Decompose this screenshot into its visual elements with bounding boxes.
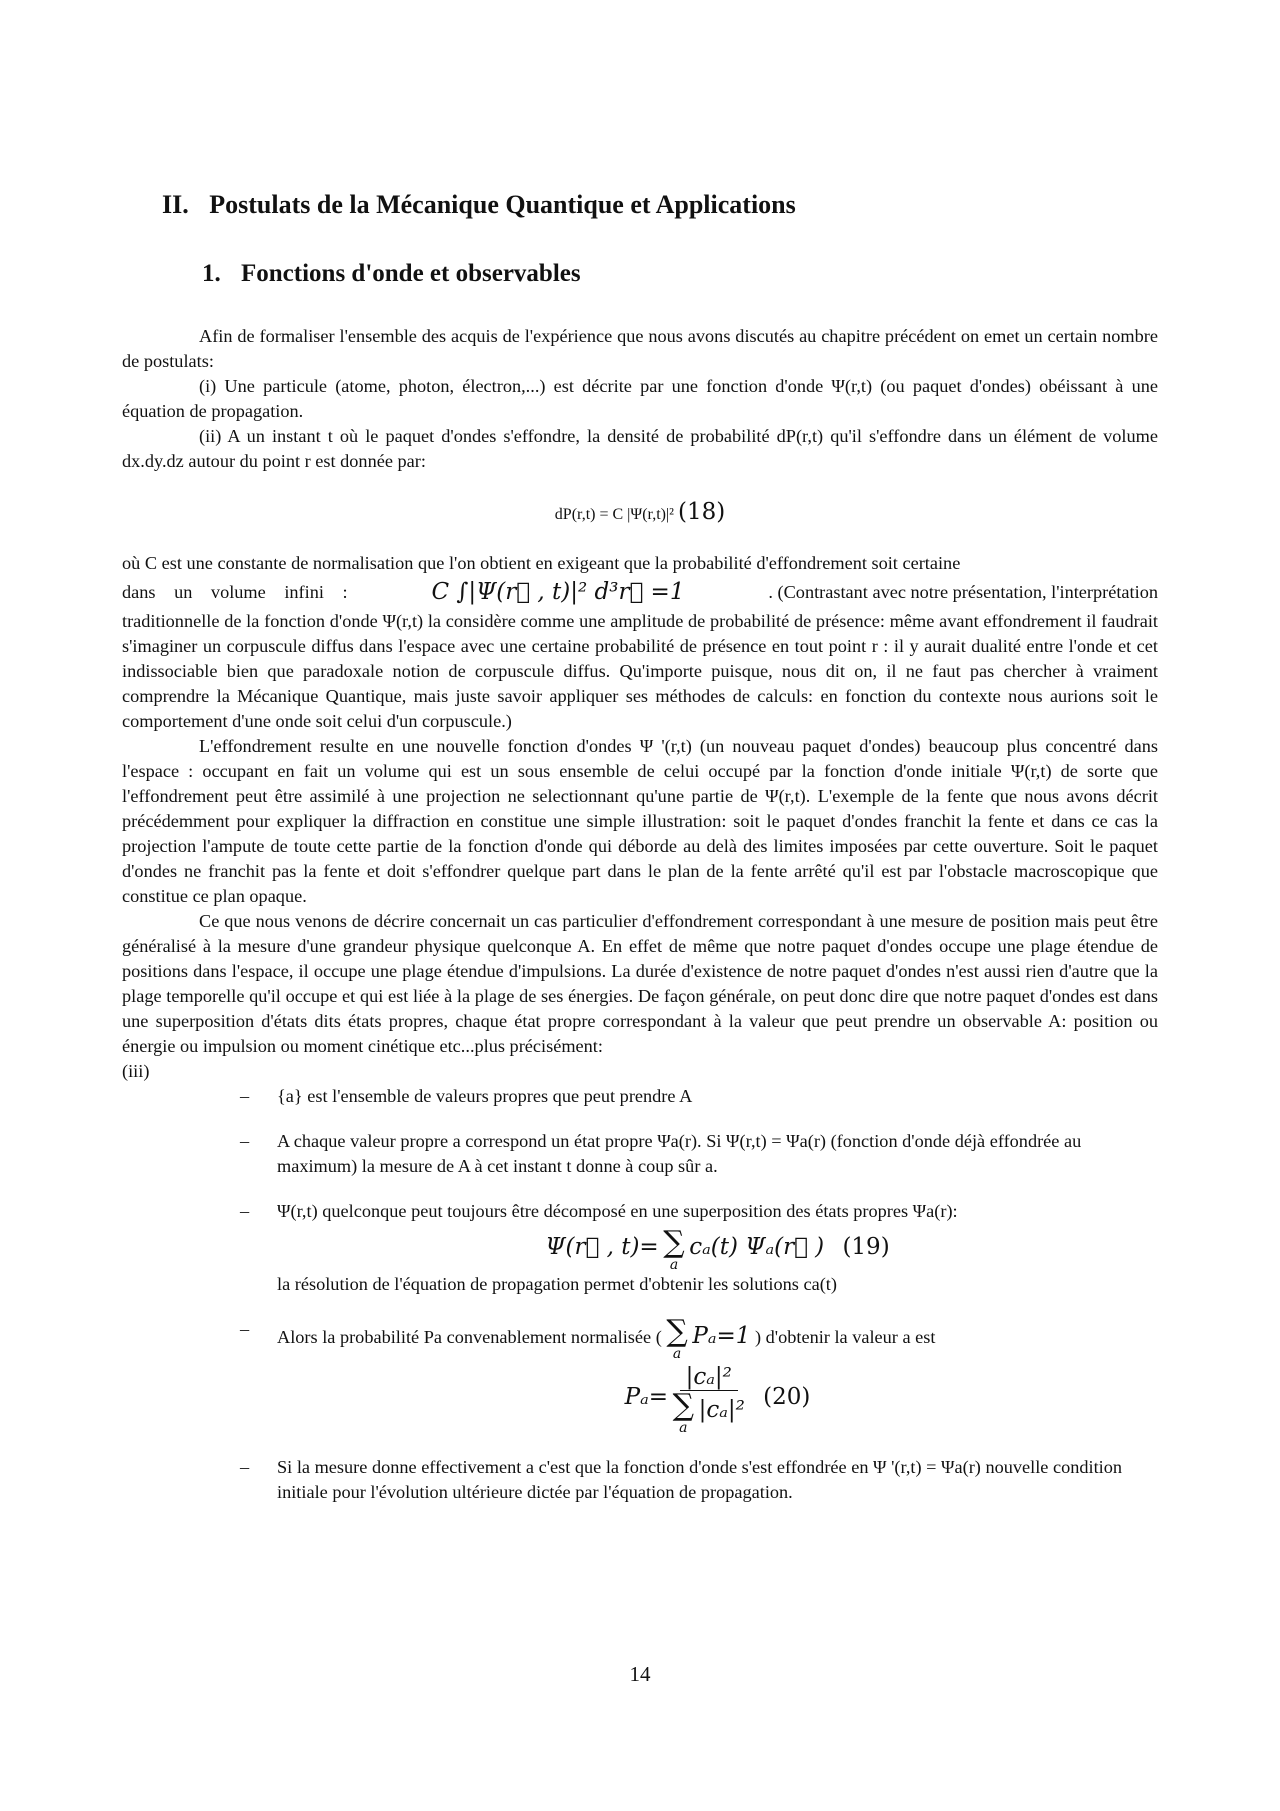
interpretation-paragraph: traditionnelle de la fonction d'onde Ψ(r,t) la considère comme une amplitude de probabilité de présence: même avant effondrement il faudrait s'imaginer un corpuscule diffus dans l'espace avec une certaine probabilité de présence en tout point r : il y aurait dualité entre l'onde et cet indissociable bien que paradoxale notion de corpuscule diffus. Qu'importe puisque, nous dit on, il ne faut pas chercher à vraiment comprendre la Mécanique Quantique, mais juste savoir appliquer ses méthodes de calculs: en fonction du contexte nous aurions soit le comportement d'une onde soit celui d'un corpuscule.) [122,611,1158,731]
sum-index: a [679,1420,688,1436]
equation-19-lhs: Ψ(r⃗ , t)= [545,1234,659,1261]
section-title: Postulats de la Mécanique Quantique et Applications [209,190,796,219]
fraction-denominator [672,1388,745,1436]
bullet-subtext: la résolution de l'équation de propagation permet d'obtenir les solutions ca(t) [277,1274,837,1294]
dash-bullet: – [240,1457,250,1477]
postulate-i: (i) Une particule (atome, photon, électron,...) est décrite par une fonction d'onde Ψ(r,t) (ou paquet d'ondes) obéissant à une équation de propagation. [122,376,1158,421]
list-item [122,1129,1158,1179]
list-item [122,1199,1158,1297]
postulate-ii: (ii) A un instant t où le paquet d'ondes s'effondre, la densité de probabilité dP(r,t) qu'il s'effondre dans un élément de volume dx.dy.dz autour du point r est donnée par: [122,426,1158,471]
sum-symbol [666,1314,688,1362]
denominator-term: |cₐ|² [698,1397,745,1424]
body-text [122,324,1158,1505]
fraction [673,1365,745,1435]
bullet-text-start: Alors la probabilité Pa convenablement normalisée ( [277,1327,662,1348]
dash-bullet: – [240,1201,250,1221]
normalization-sum: Pₐ=1 [692,1323,751,1350]
equation-19-rhs: cₐ(t) Ψₐ(r⃗ ) [689,1234,825,1261]
sigma-icon: ∑ [663,1225,685,1260]
volume-label: dans un volume infini : [122,582,348,602]
normalization-equation: C ∫|Ψ(r⃗ , t)|² d³r⃗ =1 [431,579,685,605]
after-eq18-text: où C est une constante de normalisation que l'on obtient en exigeant que la probabilité d'effondrement soit certaine [122,553,961,573]
equation-19 [277,1225,1158,1273]
equation-20-number: (20) [763,1384,811,1411]
dash-bullet: – [240,1086,250,1106]
bullet-text: {a} est l'ensemble de valeurs propres que peut prendre A [277,1086,693,1106]
page-number: 14 [629,1662,651,1686]
sigma-icon: ∑ [666,1314,688,1349]
sum-symbol [672,1388,695,1436]
postulate-iii-list [122,1084,1158,1505]
list-item [122,1314,1158,1436]
section-heading [162,190,1158,220]
equation-19-number: (19) [842,1234,890,1261]
bullet-text: Si la mesure donne effectivement a c'est que la fonction d'onde s'est effondrée en Ψ '(r,t) = Ψa(r) nouvelle condition initiale pour l'évolution ultérieure dictée par l'équation de propagation. [277,1457,1123,1502]
general-paragraph: Ce que nous venons de décrire concernait un cas particulier d'effondrement correspondant à une mesure de position mais peut être généralisé à la mesure d'une grandeur physique quelconque A. En effet de même que notre paquet d'ondes occupe une plage étendue de positions dans l'espace, il occupe une plage étendue d'impulsions. La durée d'existence de notre paquet d'ondes n'est aussi rien d'autre que la plage temporelle qu'il occupe et qui est liée à la plage de ses énergies. De façon générale, on peut donc dire que notre paquet d'ondes est dans une superposition d'états dits états propres, chaque état propre correspondant à la valeur que peut prendre un observable A: position ou énergie ou impulsion ou moment cinétique etc...plus précisément: [122,911,1158,1056]
sum-symbol [663,1225,685,1273]
document-page [122,190,1158,1525]
subsection-title: Fonctions d'onde et observables [241,260,581,287]
sum-index: a [669,1257,679,1273]
volume-tail: . (Contrastant avec notre présentation, l'interprétation [768,582,1158,602]
equation-18-text: dP(r,t) = C |Ψ(r,t)|² [554,506,678,523]
normalization-line [122,580,1158,605]
intro-paragraph: Afin de formaliser l'ensemble des acquis de l'expérience que nous avons discutés au chapitre précédent on emet un certain nombre de postulats: [122,326,1158,371]
sum-index: a [672,1346,682,1362]
postulate-iii-label: (iii) [122,1061,150,1081]
bullet-text: Ψ(r,t) quelconque peut toujours être décomposé en une superposition des états propres Ψa(r): [277,1201,958,1221]
list-item [122,1455,1158,1505]
subsection-number: 1. [202,260,221,287]
subsection-heading [202,260,1158,288]
equation-18 [122,500,1158,527]
bullet-text: A chaque valeur propre a correspond un état propre Ψa(r). Si Ψ(r,t) = Ψa(r) (fonction d'onde déjà effondrée au maximum) la mesure de A à cet instant t donne à coup sûr a. [277,1131,1082,1176]
dash-bullet: – [240,1131,250,1151]
fraction-numerator: |cₐ|² [680,1365,738,1391]
bullet-text-end: ) d'obtenir la valeur a est [755,1327,936,1348]
collapse-paragraph: L'effondrement resulte en une nouvelle fonction d'ondes Ψ '(r,t) (un nouveau paquet d'ondes) beaucoup plus concentré dans l'espace : occupant en fait un volume qui est un sous ensemble de celui occupé par la fonction d'onde initiale Ψ(r,t) de sorte que l'effondrement peut être assimilé à une projection ne selectionnant qu'une partie de Ψ(r,t). L'exemple de la fente que nous avons décrit précédemment pour expliquer la diffraction en constitue une simple illustration: soit le paquet d'ondes franchit la fente et dans ce cas la projection l'ampute de toute cette partie de la fonction d'onde qui déborde au delà des limites imposées par cette ouverture. Soit le paquet d'ondes ne franchit pas la fente et doit s'effondrer quelque part dans le plan de la fente arrêté qu'il est par l'obstacle macroscopique que constitue ce plan opaque. [122,736,1158,906]
dash-bullet: – [240,1319,250,1339]
section-number: II. [162,190,189,219]
equation-20 [277,1365,1158,1435]
sigma-icon: ∑ [672,1388,695,1423]
list-item [122,1084,1158,1109]
equation-18-number: (18) [677,499,726,525]
equation-20-lhs: Pₐ= [624,1384,669,1411]
